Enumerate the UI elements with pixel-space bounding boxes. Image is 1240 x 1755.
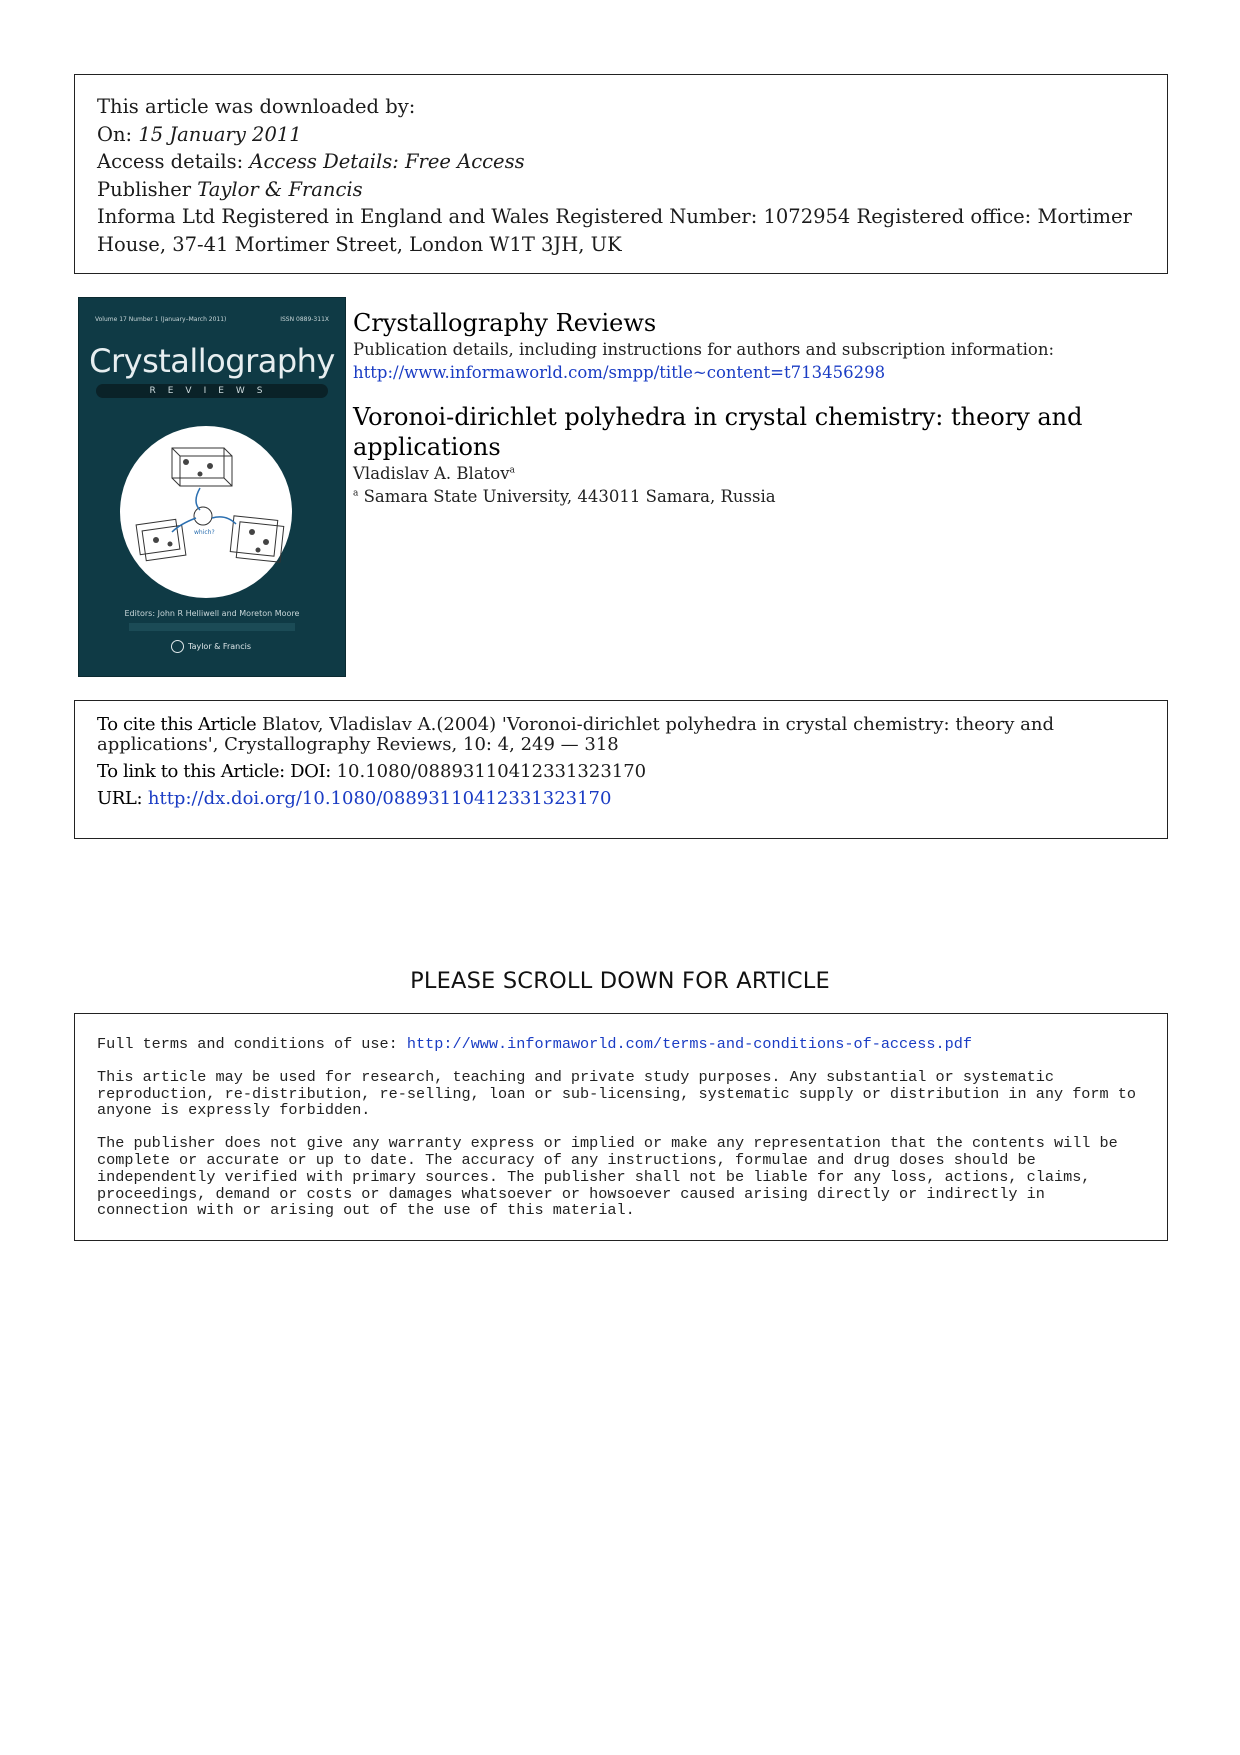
downloaded-by-line: This article was downloaded by: (97, 95, 416, 118)
cover-editors: Editors: John R Helliwell and Moreton Moore (124, 609, 300, 618)
terms-box (74, 1013, 1168, 1241)
download-date: 15 January 2011 (138, 122, 302, 146)
affiliation-marker: a (353, 488, 359, 499)
crystal-structures-icon (120, 426, 292, 598)
author-affiliation (353, 485, 1173, 508)
journal-cover-image (79, 298, 345, 676)
doi-url-link[interactable]: http://dx.doi.org/10.1080/08893110412331323170 (147, 788, 612, 809)
scroll-notice: PLEASE SCROLL DOWN FOR ARTICLE (410, 968, 830, 994)
citation-box (74, 700, 1168, 839)
publisher-value: Taylor & Francis (197, 177, 363, 201)
article-title: Voronoi-dirichlet polyhedra in crystal chemistry: theory and applications (353, 403, 1083, 461)
terms-label: Full terms and conditions of use: (97, 1035, 407, 1053)
cover-bubble-text: which? (194, 529, 215, 536)
download-date-line (97, 121, 1145, 149)
doi-label: To link to this Article: DOI: (97, 761, 331, 782)
journal-url-link[interactable]: http://www.informaworld.com/smpp/title~content=t713456298 (353, 363, 886, 382)
author-name: Vladislav A. Blatov (353, 464, 510, 483)
access-details-line (97, 148, 1145, 176)
publisher-label: Publisher (97, 177, 198, 201)
author-affiliation-marker: a (509, 465, 515, 476)
publisher-line (97, 176, 1145, 204)
terms-disclaimer-paragraph: The publisher does not give any warranty express or implied or make any representation that the contents will be complete or accurate or up to date. The accuracy of any instructions, formulae and drug doses should be independently verified with primary sources. The publisher shall not be liable for any loss, actions, claims, proceedings, demand or costs or damages whatsoever or howsoever caused arising directly or indirectly in connection with or arising out of the use of this material. (97, 1134, 1118, 1220)
terms-url-line (97, 1036, 1145, 1053)
affiliation-text: Samara State University, 443011 Samara, Russia (358, 487, 776, 506)
cite-label: To cite this Article (97, 714, 257, 735)
url-row (97, 789, 1145, 809)
access-value: Access Details: Free Access (249, 150, 525, 173)
journal-info (353, 308, 1173, 508)
on-label: On: (97, 122, 139, 146)
cover-publisher-name: Taylor & Francis (188, 642, 251, 651)
cover-subtitle: REVIEWS (96, 384, 328, 398)
cover-publisher (171, 640, 251, 653)
cite-row (97, 715, 1145, 755)
publication-details: Publication details, including instructions for authors and subscription information: (353, 340, 1055, 359)
registration-text: Informa Ltd Registered in England and Wales Registered Number: 1072954 Registered office: Mortimer House, 37-41 Mortimer Street, London W1T 3JH, UK (97, 205, 1132, 256)
article-author (353, 462, 1173, 485)
cite-text: Blatov, Vladislav A.(2004) 'Voronoi-dirichlet polyhedra in crystal chemistry: theory and applications', Crystallography Reviews, 10: 4, 249 — 318 (97, 714, 1054, 755)
terms-usage-paragraph: This article may be used for research, teaching and private study purposes. Any substantial or systematic reproduction, re-distribution, re-selling, loan or sub-licensing, systematic supply or distribution in any form to anyone is expressly forbidden. (97, 1067, 1136, 1120)
cover-meta (95, 316, 329, 326)
cover-volume: Volume 17 Number 1 (January–March 2011) (95, 316, 227, 323)
doi-row (97, 762, 1145, 782)
taylor-francis-logo-icon (171, 640, 184, 653)
journal-title: Crystallography Reviews (353, 309, 657, 337)
terms-url-link[interactable]: http://www.informaworld.com/terms-and-conditions-of-access.pdf (406, 1035, 972, 1053)
doi-value: 10.1080/08893110412331323170 (330, 761, 647, 782)
download-info-box (74, 74, 1168, 274)
cover-title: Crystallography (89, 342, 335, 380)
cover-illustration (120, 426, 292, 598)
access-label: Access details: (97, 150, 250, 173)
url-label: URL: (97, 788, 143, 809)
cover-divider (129, 623, 295, 631)
cover-issn: ISSN 0889-311X (280, 316, 329, 323)
